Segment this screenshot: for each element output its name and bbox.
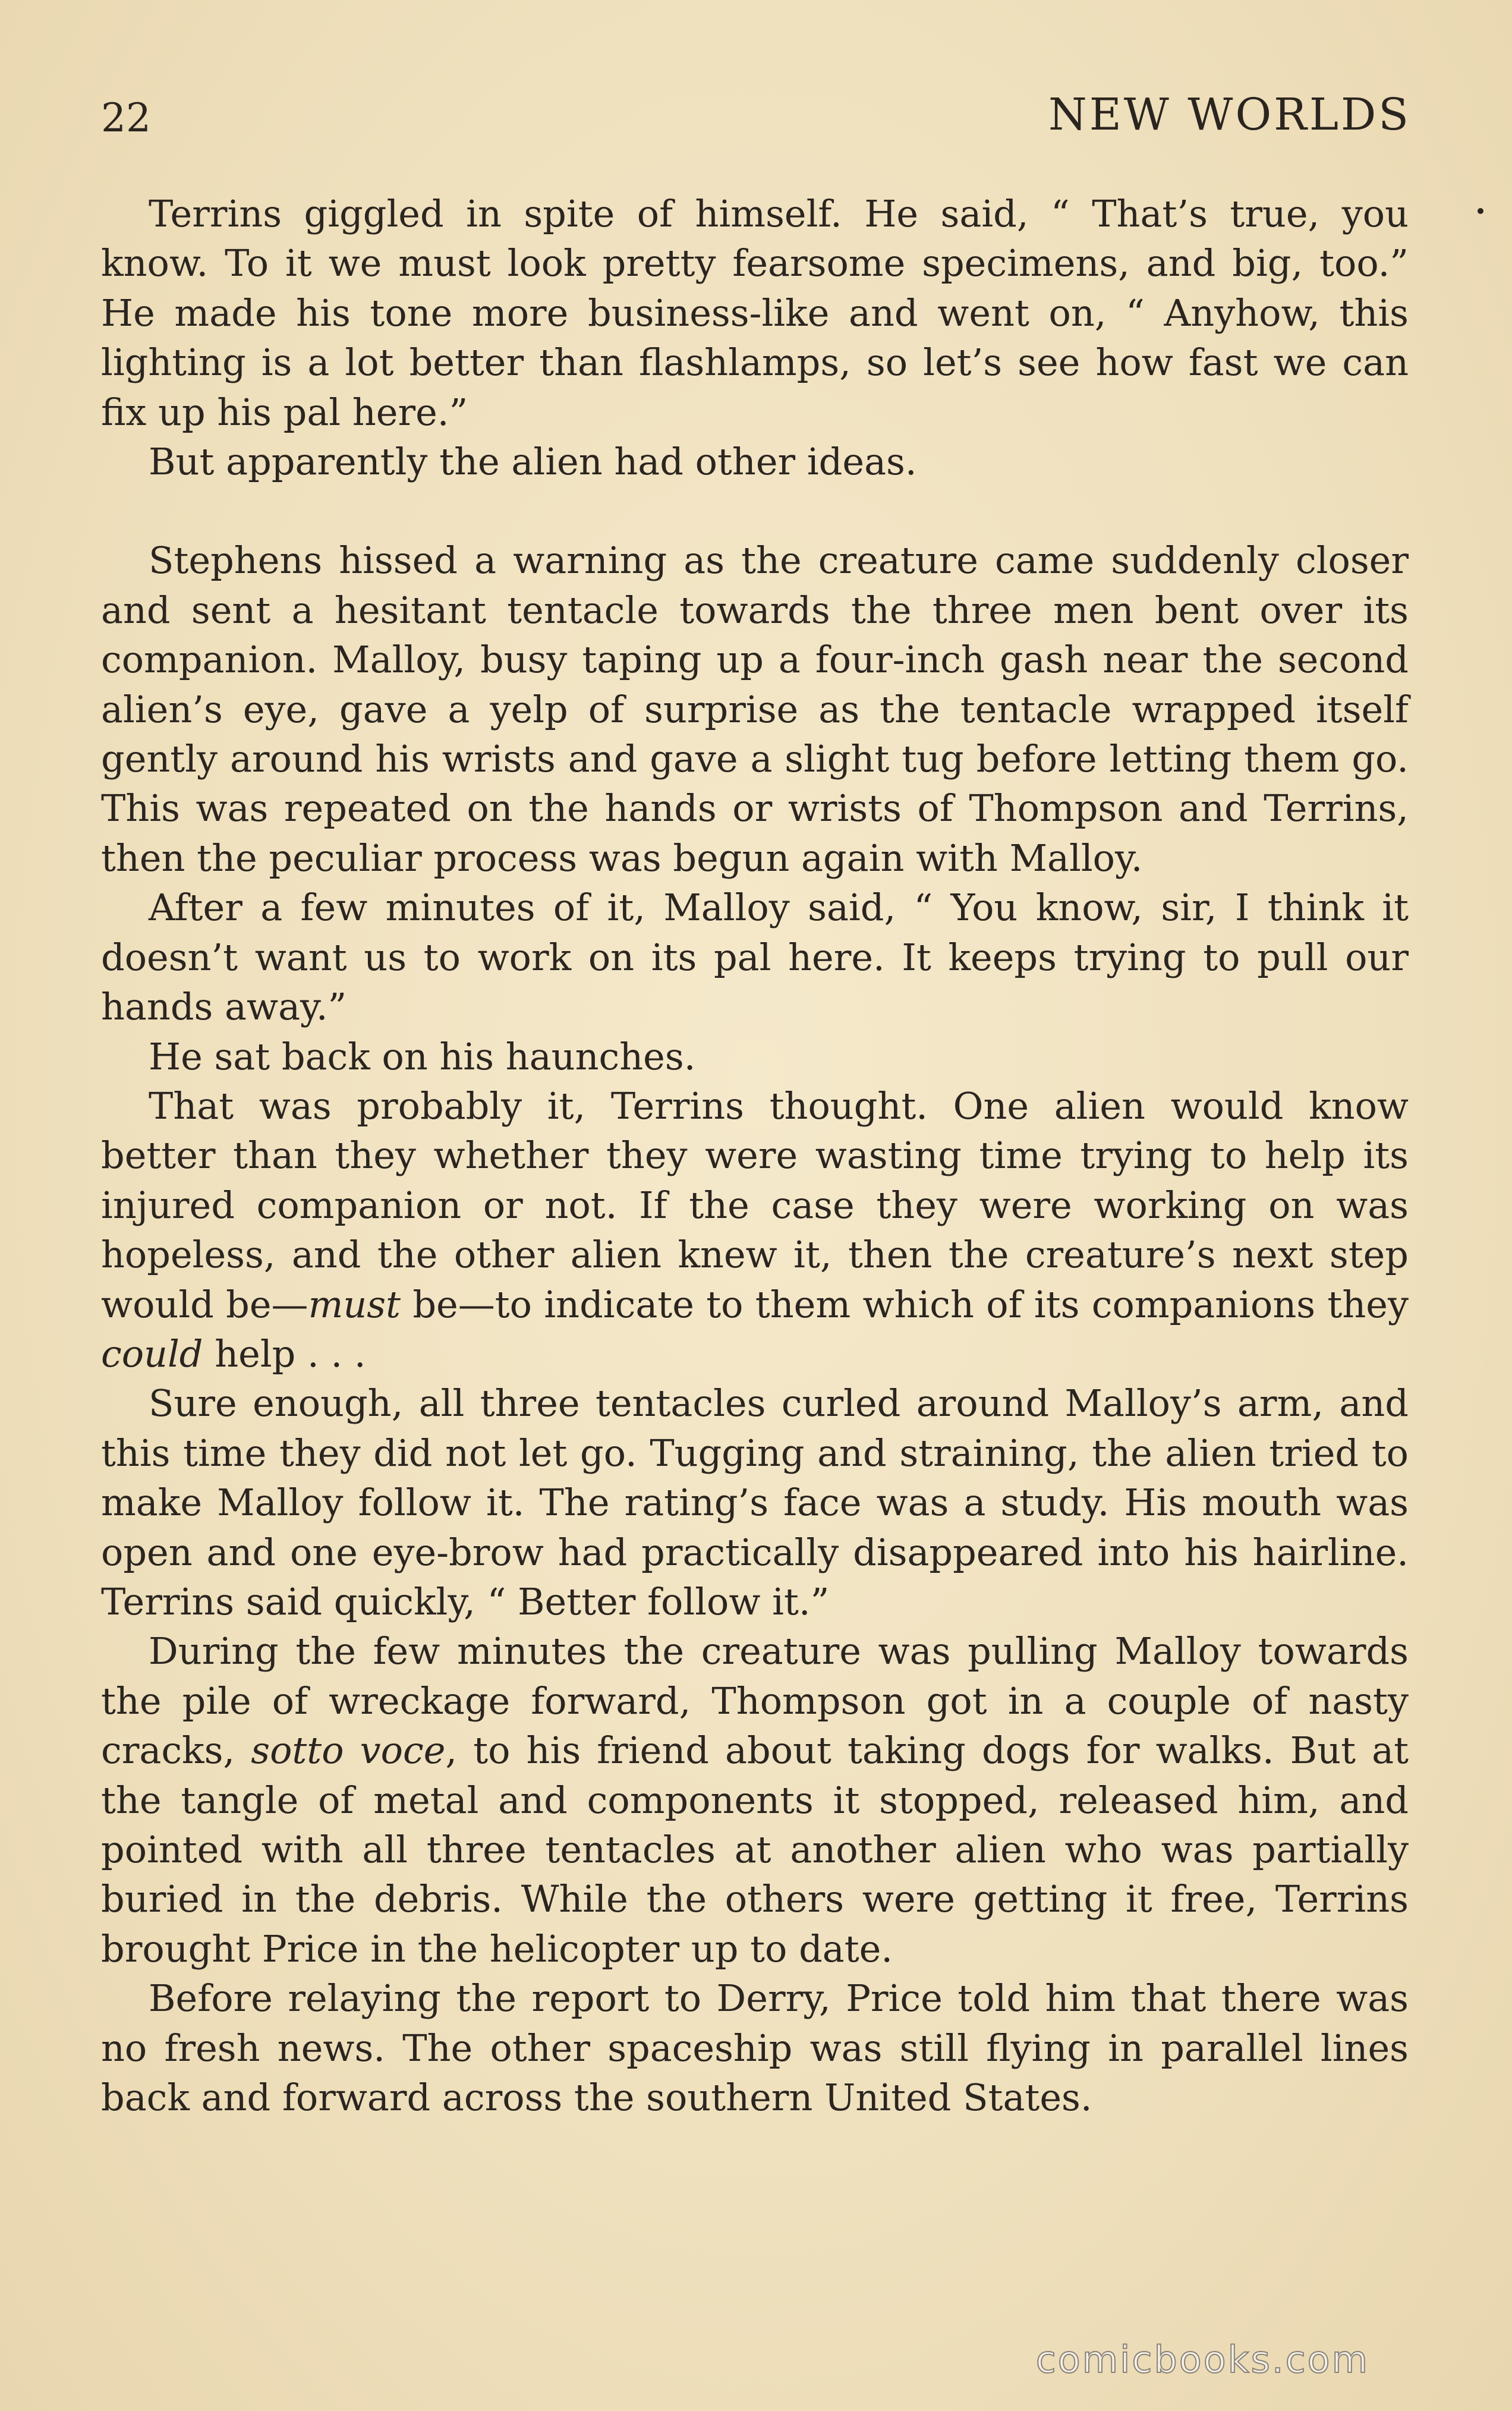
paragraph [101, 536, 1409, 883]
paragraph-text: be—to indicate to them which of its companions they [401, 1282, 1409, 1326]
paragraph [101, 437, 1409, 486]
paragraph-text: Stephens hissed a warning as the creature came suddenly closer and sent a hesitant tentacle towards the three men bent over its companion. Malloy, busy taping up a four-inch gash near the second alien’s eye, gave a yelp of surprise as the tentacle wrapped itself gently around his wrists and gave a slight tug before letting them go. This was repeated on the hands or wrists of Thompson and Terrins, then the peculiar process was begun again with Malloy. [101, 539, 1409, 880]
watermark: comicbooks.com [1035, 2338, 1369, 2381]
page-header [101, 89, 1411, 155]
paragraph-text: help . . . [203, 1332, 366, 1376]
body-text [101, 189, 1409, 2122]
ink-speck [1478, 208, 1483, 214]
paragraph [101, 189, 1409, 437]
paragraph-text: After a few minutes of it, Malloy said, “ You know, sir, I think it doesn’t want us to work on its pal here. It keeps trying to pull our hands away.” [101, 886, 1409, 1029]
paragraph [101, 1974, 1409, 2122]
italic-text: must [308, 1282, 401, 1326]
page-number: 22 [101, 95, 151, 141]
paragraph [101, 1378, 1409, 1626]
paragraph [101, 1081, 1409, 1378]
italic-text: could [101, 1332, 203, 1376]
paragraph-text: He sat back on his haunches. [149, 1034, 696, 1078]
paragraph-text: During the few minutes the creature was pulling Malloy towards the pile of wreckage forward, Thompson got in a couple of nasty cracks, [101, 1629, 1409, 1773]
paragraph-text: , to his friend about taking dogs for walks. But at the tangle of metal and components it stopped, released him, and pointed with all three tentacles at another alien who was partially buried in the debris. While the others were getting it free, Terrins brought Price in the helicopter up to date. [101, 1729, 1409, 1971]
paragraph-text: That was probably it, Terrins thought. One alien would know better than they whether they were wasting time trying to help its injured companion or not. If the case they were working on was hopeless, and the other alien knew it, then the creature’s next step would be— [101, 1084, 1409, 1326]
italic-text: sotto voce [251, 1729, 446, 1773]
paragraph [101, 1626, 1409, 1974]
paragraph-text: But apparently the alien had other ideas. [149, 440, 917, 484]
paragraph [101, 883, 1409, 1031]
paragraph-text: Before relaying the report to Derry, Price told him that there was no fresh news. The other spaceship was still flying in parallel lines back and forward across the southern United States. [101, 1976, 1409, 2120]
paragraph-text: Terrins giggled in spite of himself. He said, “ That’s true, you know. To it we must look pretty fearsome specimens, and big, too.” He made his tone more business-like and went on, “ Anyhow, this lighting is a lot better than flashlamps, so let’s see how fast we can fix up his pal here.” [101, 192, 1409, 434]
paragraph-text: Sure enough, all three tentacles curled around Malloy’s arm, and this time they did not let go. Tugging and straining, the alien tried to make Malloy follow it. The rating’s face was a study. His mouth was open and one eye-brow had practically disappeared into his hairline. Terrins said quickly, “ Better follow it.” [101, 1381, 1409, 1623]
running-head: NEW WORLDS [1048, 89, 1411, 140]
paragraph [101, 1032, 1409, 1081]
